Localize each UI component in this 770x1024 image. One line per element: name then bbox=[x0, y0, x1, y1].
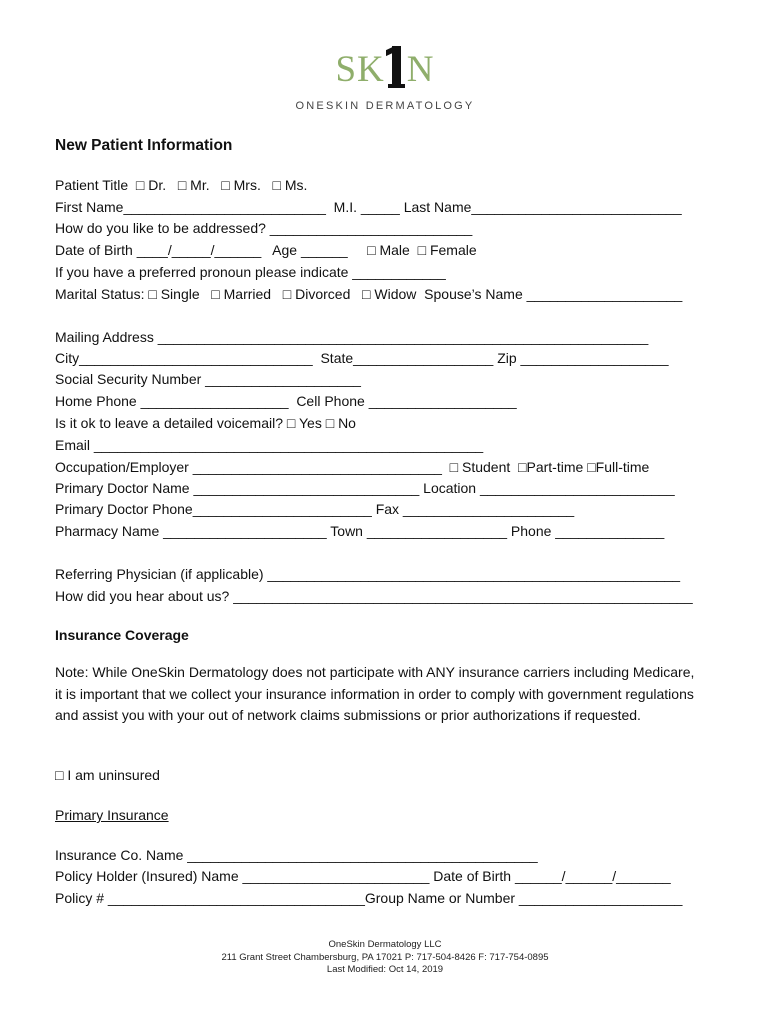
insurance-note: Note: While OneSkin Dermatology does not participate with ANY insurance carriers including Medicare, it is important that we collect your insurance information in order to comply with government regulations and assist you with your out of network claims submissions or prior authorizations if requested. bbox=[55, 664, 695, 723]
ssn-row[interactable]: Social Security Number ____________________ bbox=[55, 371, 361, 387]
primary-insurance-heading: Primary Insurance bbox=[55, 807, 169, 823]
uninsured-checkbox-row[interactable]: □ I am uninsured bbox=[55, 767, 160, 783]
patient-title-row[interactable]: Patient Title □ Dr. □ Mr. □ Mrs. □ Ms. bbox=[55, 177, 308, 193]
logo-subtitle: ONESKIN DERMATOLOGY bbox=[295, 100, 475, 112]
email-row[interactable]: Email __________________________________________________ bbox=[55, 437, 484, 453]
logo-letters-right: N bbox=[406, 49, 435, 90]
form-title: New Patient Information bbox=[55, 137, 233, 154]
name-row[interactable]: First Name__________________________ M.I. _____ Last Name___________________________ bbox=[55, 199, 682, 215]
referring-physician-row[interactable]: Referring Physician (if applicable) _____________________________________________________ bbox=[55, 566, 681, 582]
logo-numeral-one-icon bbox=[386, 46, 406, 88]
occupation-row[interactable]: Occupation/Employer ________________________________ □ Student □Part-time □Full-time bbox=[55, 459, 650, 475]
marital-status-row[interactable]: Marital Status: □ Single □ Married □ Divorced □ Widow Spouse’s Name ____________________ bbox=[55, 286, 683, 302]
dob-age-sex-row[interactable]: Date of Birth ____/_____/______ Age ______ □ Male □ Female bbox=[55, 242, 477, 258]
doctor-phone-row[interactable]: Primary Doctor Phone_______________________ Fax ______________________ bbox=[55, 501, 575, 517]
mailing-address-row[interactable]: Mailing Address _______________________________________________________________ bbox=[55, 329, 649, 345]
logo-letters-left: SK bbox=[335, 49, 385, 90]
policy-holder-row[interactable]: Policy Holder (Insured) Name ________________________ Date of Birth ______/______/_______ bbox=[55, 868, 671, 884]
insurance-heading: Insurance Coverage bbox=[55, 627, 189, 643]
footer-address: 211 Grant Street Chambersburg, PA 17021 P: 717-504-8426 F: 717-754-0895 bbox=[221, 951, 549, 963]
primary-doctor-row[interactable]: Primary Doctor Name _____________________________ Location _________________________ bbox=[55, 480, 675, 496]
addressed-as-row[interactable]: How do you like to be addressed? __________________________ bbox=[55, 220, 473, 236]
logo bbox=[0, 46, 770, 112]
city-state-zip-row[interactable]: City______________________________ State__________________ Zip ___________________ bbox=[55, 350, 669, 366]
footer-company: OneSkin Dermatology LLC bbox=[328, 939, 442, 950]
voicemail-row[interactable]: Is it ok to leave a detailed voicemail? □ Yes □ No bbox=[55, 415, 356, 431]
referral-source-row[interactable]: How did you hear about us? ___________________________________________________________ bbox=[55, 588, 693, 604]
phone-row[interactable]: Home Phone ___________________ Cell Phone ___________________ bbox=[55, 393, 517, 409]
oneskin-logo-mark bbox=[335, 46, 434, 88]
footer bbox=[0, 939, 770, 977]
pronoun-row[interactable]: If you have a preferred pronoun please indicate ____________ bbox=[55, 264, 446, 280]
pharmacy-row[interactable]: Pharmacy Name _____________________ Town __________________ Phone ______________ bbox=[55, 523, 665, 539]
insurance-company-row[interactable]: Insurance Co. Name _____________________________________________ bbox=[55, 847, 538, 863]
footer-modified: Last Modified: Oct 14, 2019 bbox=[326, 964, 444, 975]
policy-number-row[interactable]: Policy # _________________________________Group Name or Number _____________________ bbox=[55, 890, 683, 906]
